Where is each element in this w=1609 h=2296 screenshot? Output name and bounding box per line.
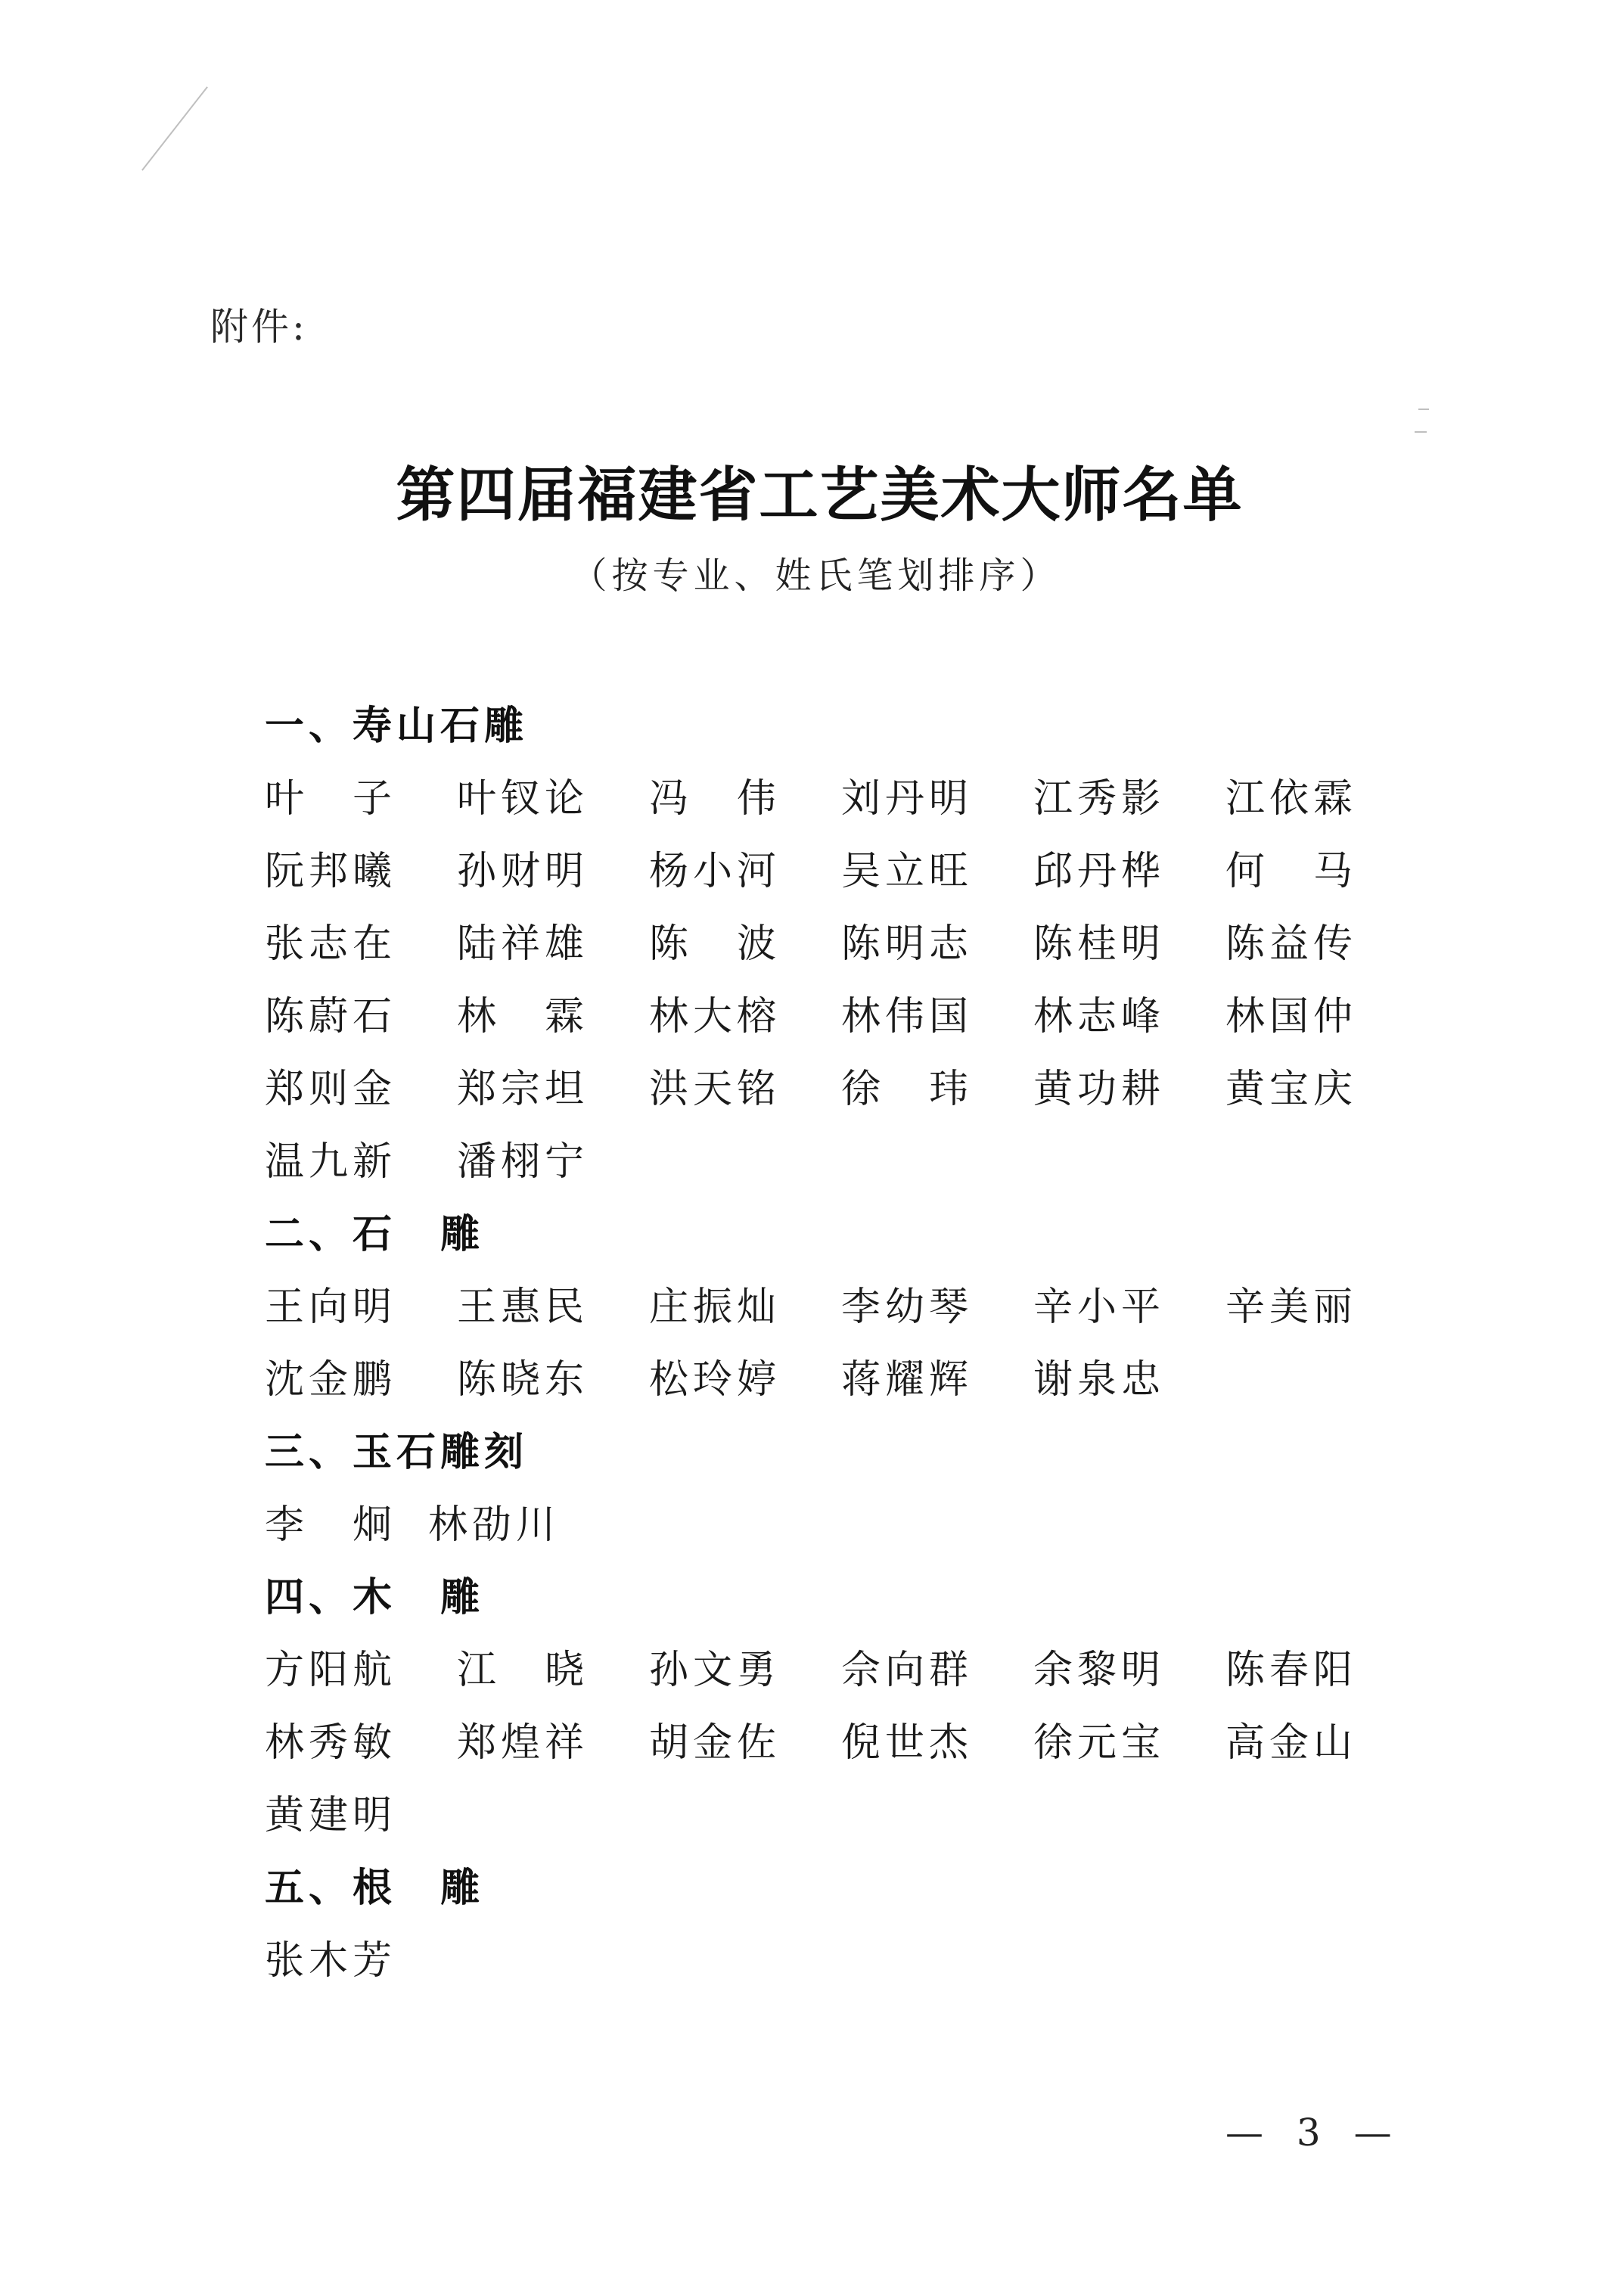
master-name: 温九新 [265, 1139, 397, 1185]
master-name: 洪天铭 [649, 1067, 781, 1112]
master-name: 谢泉忠 [1033, 1357, 1166, 1403]
master-name: 阮邦曦 [265, 849, 397, 894]
scan-mark-dash-top [1418, 409, 1429, 410]
section-title: 三、玉石雕刻 [265, 1430, 529, 1475]
master-name: 潘栩宁 [457, 1139, 589, 1185]
master-name: 徐 玮 [841, 1067, 974, 1112]
master-name: 辛美丽 [1225, 1285, 1358, 1330]
scan-mark-dash-bottom [1415, 431, 1427, 433]
master-name: 江秀影 [1033, 776, 1166, 822]
master-name: 吴立旺 [841, 849, 974, 894]
section-title: 一、寿山石雕 [265, 704, 529, 749]
section-title: 五、根 雕 [265, 1866, 485, 1911]
scan-mark-diagonal [141, 86, 208, 171]
name-row [265, 1489, 1445, 1561]
name-row [265, 1707, 1445, 1779]
master-name: 胡金佐 [649, 1720, 781, 1766]
master-name: 叶钗论 [457, 776, 589, 822]
master-name: 陈益传 [1225, 921, 1358, 967]
master-name: 孙文勇 [649, 1648, 781, 1693]
attachment-label: 附件: [210, 305, 308, 349]
master-name: 郑煌祥 [457, 1720, 589, 1766]
master-name: 林劭川 [428, 1502, 561, 1548]
master-name: 江 晓 [457, 1648, 589, 1693]
master-name: 叶 子 [265, 776, 397, 822]
master-name: 高金山 [1225, 1720, 1358, 1766]
master-name: 张志在 [265, 921, 397, 967]
name-row [265, 1271, 1445, 1344]
master-name: 刘丹明 [841, 776, 974, 822]
masters-list [265, 690, 1445, 1997]
master-name: 蒋耀辉 [841, 1357, 974, 1403]
master-name: 余黎明 [1033, 1648, 1166, 1693]
master-name: 松玲婷 [649, 1357, 781, 1403]
master-name: 沈金鹏 [265, 1357, 397, 1403]
master-name: 黄建明 [265, 1793, 397, 1838]
master-name: 张木芳 [265, 1938, 397, 1984]
name-row [265, 908, 1445, 980]
name-row [265, 1634, 1445, 1707]
master-name: 黄宝庆 [1225, 1067, 1358, 1112]
master-name: 陈春阳 [1225, 1648, 1358, 1693]
master-name: 何 马 [1225, 849, 1358, 894]
section-title: 二、石 雕 [265, 1212, 485, 1257]
master-name: 江依霖 [1225, 776, 1358, 822]
master-name: 陈蔚石 [265, 994, 397, 1039]
master-name: 庄振灿 [649, 1285, 781, 1330]
section-title: 四、木 雕 [265, 1575, 485, 1620]
master-name: 郑宗坦 [457, 1067, 589, 1112]
master-name: 孙财明 [457, 849, 589, 894]
master-name: 黄功耕 [1033, 1067, 1166, 1112]
master-name: 陆祥雄 [457, 921, 589, 967]
master-name: 方阳航 [265, 1648, 397, 1693]
master-name: 佘向群 [841, 1648, 974, 1693]
master-name: 林伟国 [841, 994, 974, 1039]
name-row [265, 1344, 1445, 1416]
document-subtitle: （按专业、姓氏笔划排序） [570, 555, 1061, 597]
name-row [265, 1925, 1445, 1997]
master-name: 陈 波 [649, 921, 781, 967]
master-name: 林大榕 [649, 994, 781, 1039]
master-name: 林 霖 [457, 994, 589, 1039]
name-row [265, 1126, 1445, 1198]
master-name: 王惠民 [457, 1285, 589, 1330]
name-row [265, 980, 1445, 1053]
master-name: 杨小河 [649, 849, 781, 894]
master-name: 陈明志 [841, 921, 974, 967]
name-row [265, 1779, 1445, 1852]
master-name: 辛小平 [1033, 1285, 1166, 1330]
master-name: 林秀敏 [265, 1720, 397, 1766]
name-row [265, 835, 1445, 908]
document-title: 第四届福建省工艺美术大师名单 [396, 461, 1244, 530]
master-name: 王向明 [265, 1285, 397, 1330]
page-number: — 3 — [1225, 2111, 1402, 2155]
master-name: 倪世杰 [841, 1720, 974, 1766]
master-name: 陈桂明 [1033, 921, 1166, 967]
master-name: 李 炯 [265, 1502, 397, 1548]
name-row [265, 1053, 1445, 1126]
master-name: 邱丹桦 [1033, 849, 1166, 894]
master-name: 陈晓东 [457, 1357, 589, 1403]
master-name: 林志峰 [1033, 994, 1166, 1039]
master-name: 林国仲 [1225, 994, 1358, 1039]
master-name: 冯 伟 [649, 776, 781, 822]
master-name: 徐元宝 [1033, 1720, 1166, 1766]
master-name: 郑则金 [265, 1067, 397, 1112]
master-name: 李幼琴 [841, 1285, 974, 1330]
name-row [265, 763, 1445, 835]
